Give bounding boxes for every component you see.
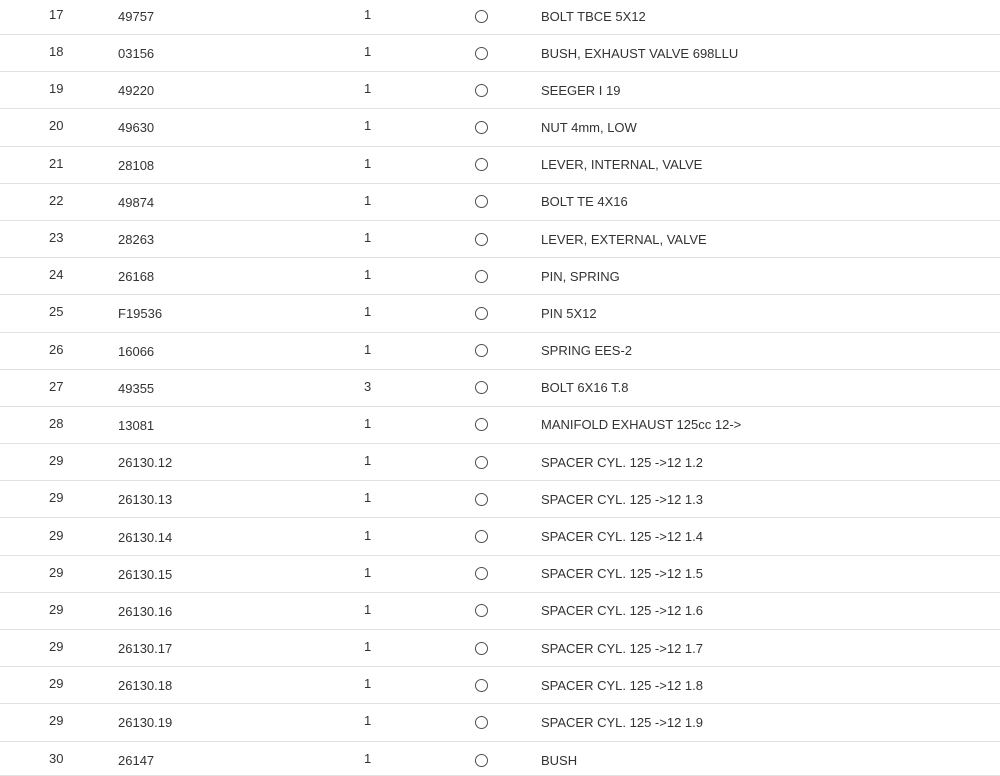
part-description: SPACER CYL. 125 ->12 1.6	[541, 603, 703, 619]
position-number: 29	[49, 676, 64, 692]
quantity: 1	[364, 639, 372, 655]
part-description: SPACER CYL. 125 ->12 1.3	[541, 491, 703, 507]
table-row	[0, 258, 1000, 295]
select-radio-button[interactable]	[475, 679, 488, 692]
part-description: SPACER CYL. 125 ->12 1.8	[541, 677, 703, 693]
select-radio-cell	[475, 444, 488, 480]
select-radio-cell	[475, 295, 488, 331]
select-radio-cell	[475, 0, 488, 32]
part-description: SPACER CYL. 125 ->12 1.5	[541, 566, 703, 582]
table-row	[0, 147, 1000, 184]
select-radio-button[interactable]	[475, 754, 488, 767]
select-radio-button[interactable]	[475, 381, 488, 394]
part-description: LEVER, EXTERNAL, VALVE	[541, 231, 707, 247]
position-number: 24	[49, 267, 64, 283]
table-row	[0, 35, 1000, 72]
part-description: SEEGER I 19	[541, 82, 621, 98]
position-number: 29	[49, 713, 64, 729]
select-radio-cell	[475, 370, 488, 406]
part-description: NUT 4mm, LOW	[541, 119, 637, 135]
part-code: 26130.16	[118, 603, 173, 619]
select-radio-button[interactable]	[475, 10, 488, 23]
quantity: 1	[364, 267, 372, 283]
quantity: 1	[364, 751, 372, 767]
part-code: 16066	[118, 343, 155, 359]
select-radio-button[interactable]	[475, 195, 488, 208]
select-radio-button[interactable]	[475, 270, 488, 283]
select-radio-cell	[475, 72, 488, 108]
select-radio-cell	[475, 667, 488, 703]
table-row	[0, 109, 1000, 146]
position-number: 25	[49, 304, 64, 320]
table-row	[0, 481, 1000, 518]
part-code: 26130.15	[118, 566, 173, 582]
select-radio-button[interactable]	[475, 642, 488, 655]
select-radio-button[interactable]	[475, 604, 488, 617]
table-row	[0, 295, 1000, 332]
part-description: SPACER CYL. 125 ->12 1.4	[541, 529, 703, 545]
part-code: 26130.14	[118, 529, 173, 545]
select-radio-button[interactable]	[475, 121, 488, 134]
table-row	[0, 333, 1000, 370]
part-code: 49220	[118, 83, 155, 99]
select-radio-cell	[475, 481, 488, 517]
part-description: BOLT TE 4X16	[541, 194, 628, 210]
table-row	[0, 742, 1000, 776]
select-radio-button[interactable]	[475, 84, 488, 97]
quantity: 1	[364, 81, 372, 97]
part-description: SPACER CYL. 125 ->12 1.7	[541, 640, 703, 656]
quantity: 1	[364, 453, 372, 469]
select-radio-button[interactable]	[475, 493, 488, 506]
quantity: 1	[364, 118, 372, 134]
table-row	[0, 630, 1000, 667]
quantity: 1	[364, 490, 372, 506]
quantity: 1	[364, 44, 372, 60]
position-number: 29	[49, 527, 64, 543]
position-number: 26	[49, 341, 64, 357]
quantity: 1	[364, 155, 372, 171]
position-number: 18	[49, 44, 64, 60]
part-description: BOLT 6X16 T.8	[541, 380, 629, 396]
quantity: 1	[364, 713, 372, 729]
quantity: 1	[364, 341, 372, 357]
part-code: 03156	[118, 46, 155, 62]
table-row	[0, 0, 1000, 35]
position-number: 30	[49, 751, 64, 767]
position-number: 29	[49, 453, 64, 469]
part-description: PIN 5X12	[541, 305, 597, 321]
position-number: 29	[49, 601, 64, 617]
part-code: 26130.19	[118, 715, 173, 731]
part-description: PIN, SPRING	[541, 268, 620, 284]
select-radio-button[interactable]	[475, 233, 488, 246]
select-radio-cell	[475, 184, 488, 220]
select-radio-button[interactable]	[475, 567, 488, 580]
position-number: 29	[49, 490, 64, 506]
select-radio-cell	[475, 35, 488, 71]
quantity: 1	[364, 527, 372, 543]
part-code: 49355	[118, 380, 155, 396]
select-radio-cell	[475, 109, 488, 145]
select-radio-cell	[475, 630, 488, 666]
position-number: 29	[49, 639, 64, 655]
table-row	[0, 184, 1000, 221]
select-radio-cell	[475, 556, 488, 592]
part-description: LEVER, INTERNAL, VALVE	[541, 157, 703, 173]
position-number: 23	[49, 230, 64, 246]
table-row	[0, 444, 1000, 481]
part-code: 26130.18	[118, 678, 173, 694]
select-radio-cell	[475, 407, 488, 443]
table-row	[0, 221, 1000, 258]
part-code: 49757	[118, 9, 155, 24]
select-radio-button[interactable]	[475, 456, 488, 469]
table-row	[0, 407, 1000, 444]
part-code: 13081	[118, 417, 155, 433]
table-row	[0, 593, 1000, 630]
part-code: 49630	[118, 120, 155, 136]
select-radio-cell	[475, 704, 488, 740]
position-number: 28	[49, 415, 64, 431]
select-radio-cell	[475, 593, 488, 629]
select-radio-cell	[475, 746, 488, 775]
table-row	[0, 704, 1000, 741]
select-radio-button[interactable]	[475, 344, 488, 357]
quantity: 1	[364, 415, 372, 431]
part-code: 26130.13	[118, 492, 173, 508]
position-number: 29	[49, 564, 64, 580]
table-row	[0, 72, 1000, 109]
select-radio-cell	[475, 258, 488, 294]
table-row	[0, 370, 1000, 407]
part-description: SPACER CYL. 125 ->12 1.9	[541, 714, 703, 730]
select-radio-button[interactable]	[475, 47, 488, 60]
quantity: 1	[364, 564, 372, 580]
part-description: BUSH	[541, 752, 578, 768]
part-code: 26168	[118, 269, 155, 285]
table-row	[0, 518, 1000, 555]
position-number: 22	[49, 192, 64, 208]
select-radio-button[interactable]	[475, 716, 488, 729]
position-number: 27	[49, 378, 64, 394]
select-radio-button[interactable]	[475, 530, 488, 543]
part-description: MANIFOLD EXHAUST 125cc 12->	[541, 417, 742, 433]
part-description: BUSH, EXHAUST VALVE 698LLU	[541, 45, 739, 61]
part-code: 28263	[118, 232, 155, 248]
select-radio-button[interactable]	[475, 307, 488, 320]
select-radio-cell	[475, 333, 488, 369]
part-description: BOLT TBCE 5X12	[541, 8, 646, 24]
select-radio-button[interactable]	[475, 158, 488, 171]
quantity: 1	[364, 230, 372, 246]
quantity: 1	[364, 601, 372, 617]
part-code: 26130.12	[118, 455, 173, 471]
position-number: 19	[49, 81, 64, 97]
select-radio-cell	[475, 518, 488, 554]
select-radio-cell	[475, 221, 488, 257]
position-number: 21	[49, 155, 64, 171]
quantity: 3	[364, 378, 372, 394]
position-number: 17	[49, 7, 64, 22]
part-code: 28108	[118, 157, 155, 173]
part-description: SPRING EES-2	[541, 343, 633, 359]
part-code: 26130.17	[118, 641, 173, 657]
quantity: 1	[364, 192, 372, 208]
table-row	[0, 556, 1000, 593]
select-radio-button[interactable]	[475, 418, 488, 431]
part-code: 49874	[118, 194, 155, 210]
table-row	[0, 667, 1000, 704]
quantity: 1	[364, 676, 372, 692]
quantity: 1	[364, 304, 372, 320]
part-code: 26147	[118, 753, 155, 769]
part-description: SPACER CYL. 125 ->12 1.2	[541, 454, 703, 470]
part-code: F19536	[118, 306, 163, 322]
quantity: 1	[364, 7, 372, 22]
position-number: 20	[49, 118, 64, 134]
select-radio-cell	[475, 147, 488, 183]
